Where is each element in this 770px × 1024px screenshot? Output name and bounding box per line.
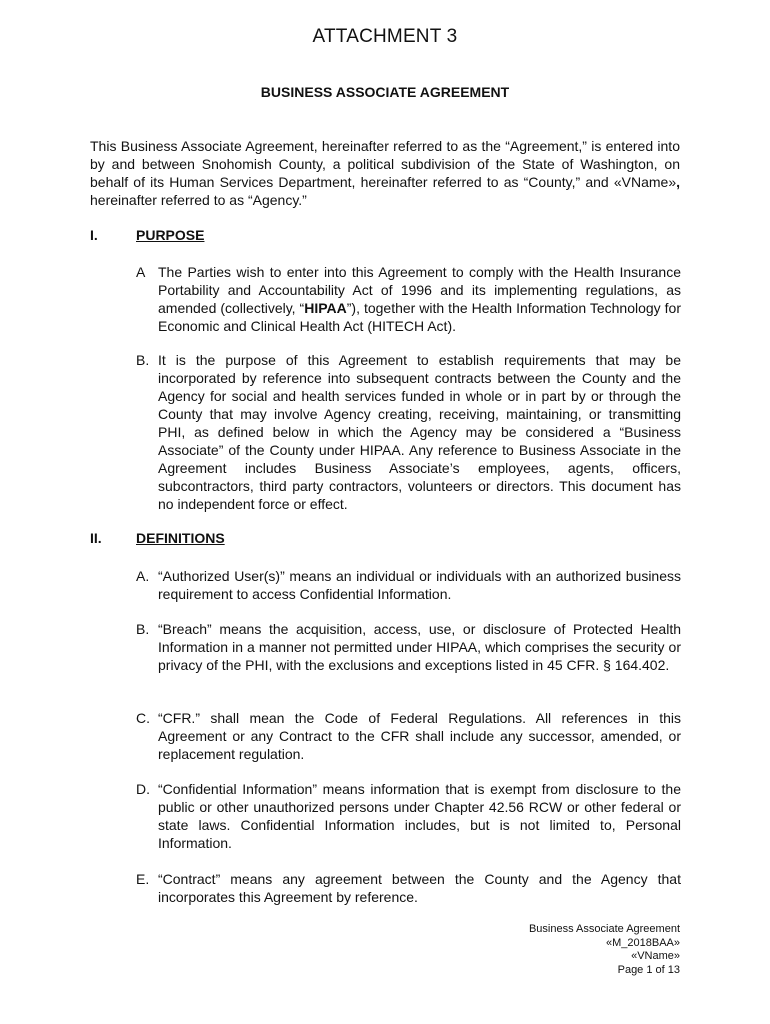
section-title: PURPOSE: [136, 227, 205, 243]
footer-doc-code: «M_2018BAA»: [606, 936, 680, 949]
footer-doc-name: Business Associate Agreement: [528, 923, 680, 935]
purpose-item-b: [136, 351, 681, 513]
definition-item-e: [136, 870, 681, 906]
section-heading-definitions: [90, 530, 680, 550]
item-letter: A.: [136, 568, 150, 584]
definition-item-c: [136, 709, 681, 763]
intro-comma: ,: [676, 174, 680, 190]
item-letter: B.: [136, 621, 150, 637]
definition-item-a: [136, 567, 681, 603]
section-number: II.: [90, 530, 102, 546]
item-letter: E.: [136, 871, 150, 887]
item-letter: D.: [136, 781, 150, 797]
intro-text: This Business Associate Agreement, hereinafter referred to as the “Agreement,” is entered into by and between Snohomish County, a political subdivision of the State of Washington, on behalf of its Human Services Department, hereinafter referred to as “County,” and «VName»: [90, 138, 680, 190]
intro-paragraph: [90, 137, 680, 209]
item-text: “Breach” means the acquisition, access, use, or disclosure of Protected Health Information in a manner not permitted under HIPAA, which comprises the security or privacy of the PHI, with the exclusions and exceptions listed in 45 CFR. § 164.402.: [158, 621, 681, 673]
intro-text-end: hereinafter referred to as “Agency.”: [90, 192, 307, 208]
purpose-item-a: [136, 263, 681, 335]
section-heading-purpose: [90, 227, 680, 247]
attachment-heading: ATTACHMENT 3: [312, 26, 458, 47]
section-title: DEFINITIONS: [136, 530, 225, 546]
document-title: BUSINESS ASSOCIATE AGREEMENT: [260, 84, 510, 100]
item-text: “CFR.” shall mean the Code of Federal Regulations. All references in this Agreement or any Contract to the CFR shall include any successor, amended, or replacement regulation.: [158, 710, 681, 762]
section-number: I.: [90, 227, 98, 243]
definition-item-b: [136, 620, 681, 674]
item-text-part: The Parties wish to enter into this Agreement to comply with the Health Insurance Portability and Accountability Act of 1996 and its implementing regulations, as amended (collectively, “: [158, 264, 681, 316]
footer-page-number: Page 1 of 13: [617, 963, 680, 976]
item-letter: C.: [136, 710, 150, 726]
page-footer: [420, 923, 680, 977]
item-letter: B.: [136, 352, 150, 368]
item-letter: A: [136, 264, 146, 280]
item-text: “Confidential Information” means information that is exempt from disclosure to the public or other unauthorized persons under Chapter 42.56 RCW or other federal or state laws. Confidential Information includes, but is not limited to, Personal Information.: [158, 781, 681, 851]
item-text: “Authorized User(s)” means an individual or individuals with an authorized business requirement to access Confidential Information.: [158, 568, 681, 602]
item-text: “Contract” means any agreement between the County and the Agency that incorporates this Agreement by reference.: [158, 871, 681, 905]
footer-vendor-name: «VName»: [631, 950, 680, 962]
item-text: [158, 263, 681, 335]
item-text: It is the purpose of this Agreement to establish requirements that may be incorporated by reference into subsequent contracts between the County and the Agency for social and health services funded in whole or in part by or through the County that may involve Agency creating, receiving, maintaining, or transmitting PHI, as defined below in which the Agency may be considered a “Business Associate” of the County under HIPAA. Any reference to Business Associate in the Agreement includes Business Associate’s employees, agents, officers, subcontractors, third party contractors, volunteers or directors. This document has no independent force or effect.: [158, 352, 681, 512]
definition-item-d: [136, 780, 681, 852]
hipaa-emphasis: HIPAA: [304, 300, 347, 316]
item-text-part: ”), together with the Health Information Technology for Economic and Clinical Health Act (HITECH Act).: [158, 300, 681, 334]
